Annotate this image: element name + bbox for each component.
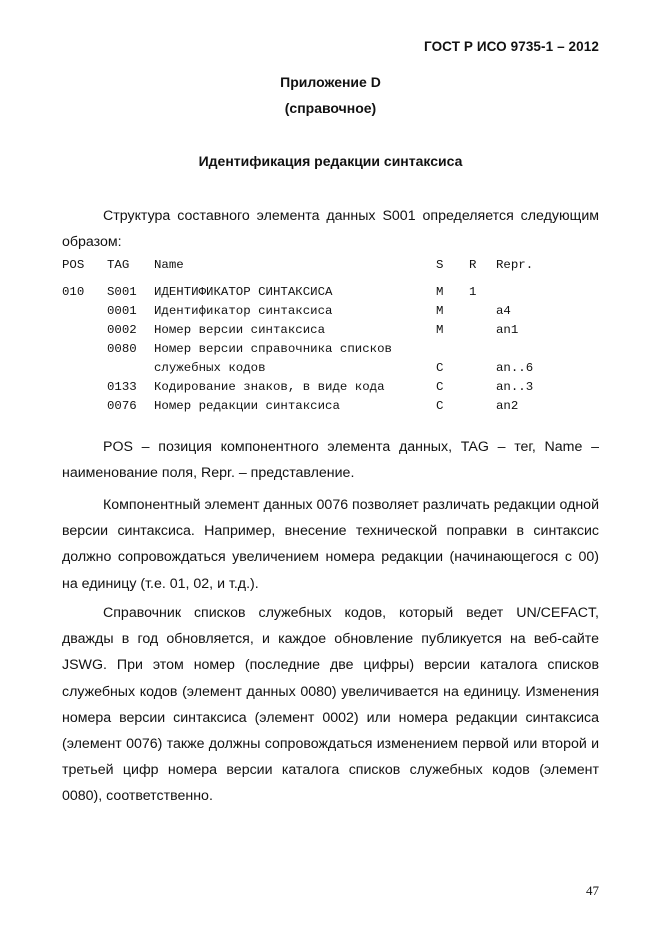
table-row (62, 397, 622, 416)
cell-s: M (436, 304, 444, 318)
table-row (62, 378, 622, 397)
header-r: R (469, 258, 477, 272)
cell-tag: S001 (107, 285, 137, 299)
cell-tag: 0076 (107, 399, 137, 413)
cell-s: C (436, 361, 444, 375)
section-title: Идентификация редакции синтаксиса (198, 153, 463, 169)
cell-repr: a4 (496, 304, 511, 318)
cell-name: Кодирование знаков, в виде кода (154, 380, 385, 394)
table-row (62, 340, 622, 378)
cell-repr: an..3 (496, 380, 534, 394)
cell-name: Идентификатор синтаксиса (154, 304, 333, 318)
cell-s: M (436, 285, 444, 299)
cell-name: Номер версии справочника списков служебных кодов (154, 342, 392, 375)
code-lists-paragraph: Справочник списков служебных кодов, который ведет UN/CEFACT, дважды в год обновляется, и каждое обновление публикуется на веб-сайте JSWG. При этом номер (последние две цифры) версии каталога списков служебных кодов (элемент данных 0080) увеличивается на единицу. Изменения номера версии синтаксиса (элемент 0002) или номера редакции синтаксиса (элемент 0076) также должны сопровождаться изменением первой или второй и третьей цифр номера версии каталога списков служебных кодов (элемент 0080), соответственно. (62, 605, 599, 805)
cell-name: Номер версии синтаксиса (154, 323, 326, 337)
cell-s: C (436, 380, 444, 394)
header-repr: Repr. (496, 258, 534, 272)
cell-s: C (436, 399, 444, 413)
header-pos: POS (62, 258, 85, 272)
element-0076-paragraph: Компонентный элемент данных 0076 позволяет различать редакции одной версии синтаксиса. Например, внесение технической поправки в синтаксис должно сопровождаться увеличением номера редакции (начинающегося с 00) на единицу (т.е. 01, 02, и т.д.). (62, 497, 599, 592)
intro-paragraph: Структура составного элемента данных S001 определяется следующим образом: (62, 208, 599, 251)
table-row (62, 321, 622, 340)
table-row (62, 302, 622, 321)
cell-tag: 0001 (107, 304, 137, 318)
document-standard-header: ГОСТ Р ИСО 9735-1 – 2012 (424, 39, 599, 54)
page-number: 47 (586, 883, 599, 898)
legend-paragraph: POS – позиция компонентного элемента данных, TAG – тег, Name – наименование поля, Repr. – представление. (62, 439, 599, 482)
header-s: S (436, 258, 444, 272)
header-tag: TAG (107, 258, 130, 272)
cell-s: M (436, 323, 444, 337)
header-name: Name (154, 258, 184, 272)
cell-r: 1 (469, 285, 477, 299)
cell-tag: 0133 (107, 380, 137, 394)
cell-pos: 010 (62, 285, 85, 299)
table-row (62, 283, 622, 302)
cell-tag: 0002 (107, 323, 137, 337)
cell-name: ИДЕНТИФИКАТОР СИНТАКСИСА (154, 285, 333, 299)
appendix-subtitle: (справочное) (284, 100, 377, 116)
cell-repr: an2 (496, 399, 519, 413)
cell-tag: 0080 (107, 342, 137, 356)
cell-repr: an1 (496, 323, 519, 337)
table-header-row (62, 256, 622, 275)
appendix-title: Приложение D (280, 74, 381, 90)
cell-repr: an..6 (496, 361, 534, 375)
segment-structure-table (62, 256, 622, 416)
cell-name: Номер редакции синтаксиса (154, 399, 340, 413)
